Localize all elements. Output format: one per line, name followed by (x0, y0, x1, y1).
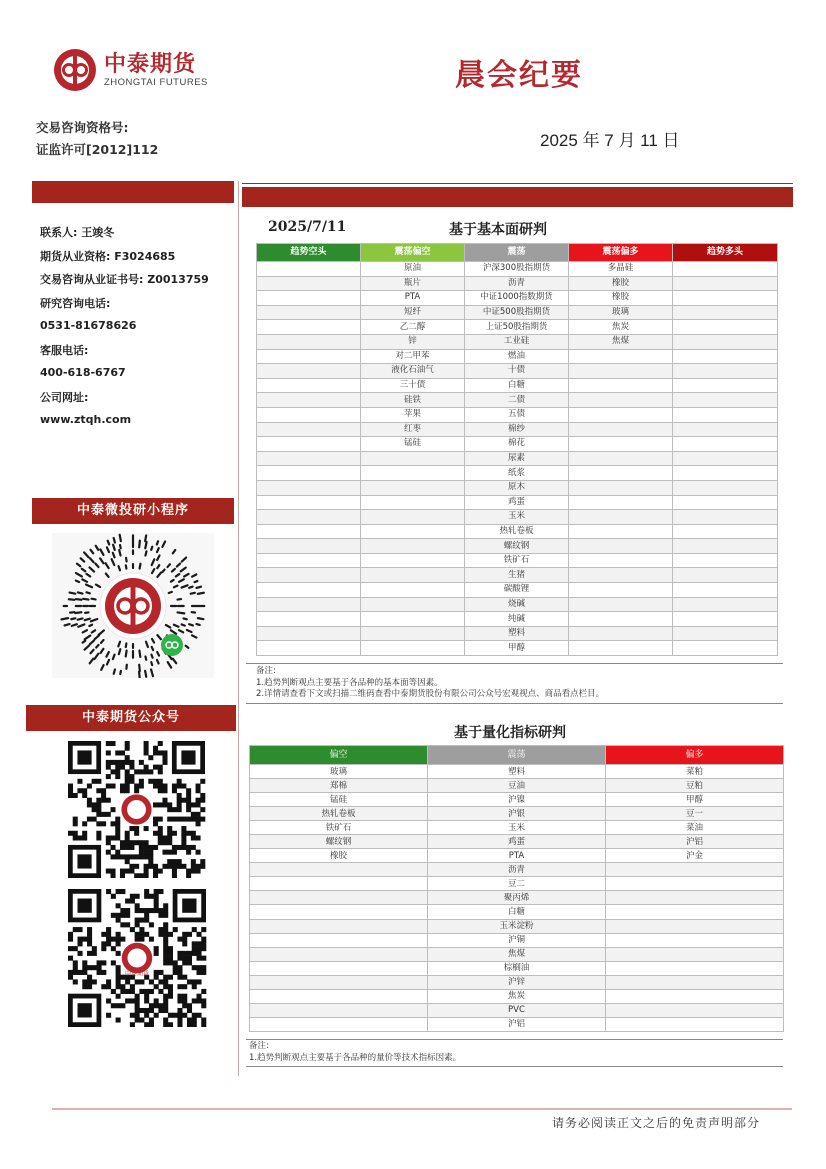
table-cell (673, 553, 778, 568)
table-cell: 原油 (361, 262, 465, 277)
table-cell: 焦炭 (569, 320, 673, 335)
table-cell (673, 568, 778, 583)
table-cell (673, 334, 778, 349)
table-cell: 菜油 (606, 821, 784, 835)
table-cell: 沪深300股指期货 (465, 262, 569, 277)
table-cell (257, 466, 361, 481)
table-row (250, 793, 784, 807)
table-cell (673, 539, 778, 554)
table-cell: 液化石油气 (361, 364, 465, 379)
table-cell (606, 919, 784, 933)
table-cell (673, 510, 778, 525)
table-cell: 白糖 (428, 905, 606, 919)
table-cell (569, 451, 673, 466)
table-cell: 沪银 (428, 807, 606, 821)
table-cell: 尿素 (465, 451, 569, 466)
table-cell (250, 891, 428, 905)
table-cell: 沪金 (606, 849, 784, 863)
table-cell (569, 641, 673, 656)
table-row (257, 349, 778, 364)
table-cell (606, 891, 784, 905)
table-cell: 烧碱 (465, 597, 569, 612)
table-cell (257, 437, 361, 452)
table-cell (257, 480, 361, 495)
table-row (250, 947, 784, 961)
table-cell (361, 583, 465, 598)
table-cell (257, 583, 361, 598)
table-cell (569, 407, 673, 422)
table-cell (361, 612, 465, 627)
table-cell: 玻璃 (569, 305, 673, 320)
service-phone-label: 客服电话: (40, 344, 89, 357)
column-divider (238, 181, 239, 1076)
table-cell (673, 451, 778, 466)
table-cell (673, 626, 778, 641)
table-cell (257, 378, 361, 393)
table-cell (569, 583, 673, 598)
table-cell (569, 568, 673, 583)
table-cell: 锰硅 (250, 793, 428, 807)
table-row (250, 807, 784, 821)
table-cell (361, 495, 465, 510)
logo-cn-text: 中泰期货 (104, 51, 197, 77)
table-cell (257, 407, 361, 422)
table-cell (257, 334, 361, 349)
footer-line (52, 1108, 792, 1110)
table-cell (361, 480, 465, 495)
table-cell: 红枣 (361, 422, 465, 437)
note-line: 1.趋势判断观点主要基于各品种的量价等技术指标因素。 (249, 1052, 462, 1063)
table-cell: PVC (428, 1003, 606, 1017)
table-row (257, 422, 778, 437)
table-row (257, 334, 778, 349)
table-cell: 纯碱 (465, 612, 569, 627)
table-cell: 乙二醇 (361, 320, 465, 335)
table-row (250, 975, 784, 989)
table-cell (361, 626, 465, 641)
table-cell: 生猪 (465, 568, 569, 583)
table-cell (361, 539, 465, 554)
column-header: 震荡 (428, 746, 606, 765)
table-row (257, 510, 778, 525)
table-cell: 螺纹钢 (250, 835, 428, 849)
table-cell (606, 989, 784, 1003)
table-row (257, 437, 778, 452)
table-cell: 焦煤 (428, 947, 606, 961)
table-row (250, 961, 784, 975)
table-cell: 橡胶 (250, 849, 428, 863)
table-cell (606, 961, 784, 975)
note-heading: 备注: (256, 666, 276, 676)
table-cell (361, 451, 465, 466)
logo-icon (52, 47, 98, 93)
column-header: 震荡偏空 (361, 244, 465, 262)
table-cell: 玉米 (465, 510, 569, 525)
table-row (257, 393, 778, 408)
table-cell (673, 393, 778, 408)
column-header: 趋势多头 (673, 244, 778, 262)
table-cell (673, 320, 778, 335)
table-cell: 短纤 (361, 305, 465, 320)
column-header: 趋势空头 (257, 244, 361, 262)
fundamental-bottom-divider (246, 703, 783, 704)
table-row (257, 612, 778, 627)
table-cell (569, 422, 673, 437)
quant-notes (249, 1041, 461, 1064)
table-cell (569, 612, 673, 627)
table-cell (257, 597, 361, 612)
table-cell (250, 863, 428, 877)
table-cell (673, 480, 778, 495)
table-cell (257, 553, 361, 568)
table-cell (673, 262, 778, 277)
table-row (250, 933, 784, 947)
table-cell: 橡胶 (569, 291, 673, 306)
table-cell (606, 975, 784, 989)
table-cell (257, 641, 361, 656)
table-cell (673, 612, 778, 627)
table-cell (361, 553, 465, 568)
table-cell: 甲醇 (465, 641, 569, 656)
table-row (250, 779, 784, 793)
table-cell (257, 262, 361, 277)
table-cell (250, 1017, 428, 1031)
table-row (250, 989, 784, 1003)
table-cell: 原木 (465, 480, 569, 495)
table-cell: 硅铁 (361, 393, 465, 408)
disclaimer-note: 请务必阅读正文之后的免责声明部分 (552, 1116, 761, 1130)
table-row (257, 320, 778, 335)
table-cell: 玻璃 (250, 765, 428, 779)
website-label: 公司网址: (40, 391, 89, 404)
table-cell: 锰硅 (361, 437, 465, 452)
table-cell (361, 466, 465, 481)
main-top-line (242, 183, 793, 184)
table-cell (606, 1017, 784, 1031)
table-cell (673, 349, 778, 364)
quant-title: 基于量化指标研判 (454, 725, 566, 741)
table-cell: 热轧卷板 (250, 807, 428, 821)
logo-en-text: ZHONGTAI FUTURES (104, 76, 208, 88)
fundamental-notes (256, 666, 604, 701)
table-cell (250, 961, 428, 975)
table-cell (673, 583, 778, 598)
table-cell (606, 1003, 784, 1017)
table-cell (569, 364, 673, 379)
miniprogram-code[interactable] (52, 533, 214, 678)
table-row (257, 466, 778, 481)
quant-note-divider (246, 1039, 783, 1040)
table-row (250, 905, 784, 919)
column-header: 震荡偏多 (569, 244, 673, 262)
table-cell (673, 305, 778, 320)
table-cell (673, 437, 778, 452)
table-cell (673, 495, 778, 510)
table-cell: 十债 (465, 364, 569, 379)
service-phone: 400-618-6767 (40, 366, 126, 379)
table-row (257, 495, 778, 510)
table-row (257, 626, 778, 641)
table-row (257, 553, 778, 568)
table-cell (673, 597, 778, 612)
table-row (250, 919, 784, 933)
main-top-bar (242, 187, 793, 207)
note-line: 2.详情请查看下文或扫描二维码查看中泰期货股份有限公司公众号宏观视点、商品看点栏目。 (256, 689, 605, 699)
table-cell: 豆二 (428, 877, 606, 891)
contact-person: 联系人: 王竣冬 (40, 226, 115, 239)
table-row (250, 821, 784, 835)
table-cell (569, 597, 673, 612)
table-cell (673, 641, 778, 656)
table-cell (250, 1003, 428, 1017)
table-cell (257, 495, 361, 510)
table-cell (257, 320, 361, 335)
table-cell (257, 510, 361, 525)
table-cell: 橡胶 (569, 276, 673, 291)
table-cell: 聚丙烯 (428, 891, 606, 905)
table-row (257, 364, 778, 379)
wechat-banner: 中泰期货公众号 (26, 705, 236, 731)
table-cell (250, 919, 428, 933)
table-cell (569, 553, 673, 568)
table-cell (673, 422, 778, 437)
table-cell (257, 612, 361, 627)
column-header: 偏多 (606, 746, 784, 765)
table-cell: 上证50股指期货 (465, 320, 569, 335)
table-cell (673, 466, 778, 481)
research-phone: 0531-81678626 (40, 319, 137, 332)
table-cell (257, 539, 361, 554)
table-row (257, 480, 778, 495)
table-cell (569, 378, 673, 393)
table-row (250, 1017, 784, 1031)
column-header: 偏空 (250, 746, 428, 765)
fundamental-note-divider (246, 663, 783, 664)
table-cell: 铁矿石 (250, 821, 428, 835)
fundamental-table (256, 243, 778, 656)
table-row (257, 583, 778, 598)
table-row (257, 641, 778, 656)
table-cell: 螺纹钢 (465, 539, 569, 554)
table-cell (250, 947, 428, 961)
table-cell: 菜粕 (606, 765, 784, 779)
table-cell (250, 989, 428, 1003)
table-cell: 三十债 (361, 378, 465, 393)
quant-bottom-divider (246, 1066, 783, 1067)
table-cell (673, 291, 778, 306)
table-cell: 苹果 (361, 407, 465, 422)
table-cell: 沥青 (428, 863, 606, 877)
table-cell (257, 364, 361, 379)
table-cell (361, 597, 465, 612)
table-cell: 棉花 (465, 437, 569, 452)
table-cell (569, 437, 673, 452)
website-link[interactable]: www.ztqh.com (40, 413, 132, 426)
table-row (250, 765, 784, 779)
table-cell (257, 349, 361, 364)
qualification-label: 交易咨询资格号: (36, 120, 129, 135)
table-cell (257, 451, 361, 466)
consulting-certificate: 交易咨询从业证书号: Z0013759 (40, 273, 209, 286)
table-row (257, 524, 778, 539)
table-cell: 沪铝 (606, 835, 784, 849)
table-cell (606, 905, 784, 919)
table-cell: 棉纱 (465, 422, 569, 437)
table-cell (673, 407, 778, 422)
table-cell (606, 877, 784, 891)
table-cell: 工业硅 (465, 334, 569, 349)
table-row (257, 597, 778, 612)
table-cell (361, 524, 465, 539)
note-heading: 备注: (249, 1041, 269, 1051)
table-row (257, 568, 778, 583)
table-cell: 焦炭 (428, 989, 606, 1003)
table-cell (569, 393, 673, 408)
table-cell: 塑料 (465, 626, 569, 641)
table-cell (673, 378, 778, 393)
report-date: 2025 年 7 月 11 日 (540, 131, 680, 150)
table-cell (361, 510, 465, 525)
table-cell (361, 568, 465, 583)
table-cell: 对二甲苯 (361, 349, 465, 364)
table-cell (257, 568, 361, 583)
table-cell (673, 364, 778, 379)
table-cell: 甲醇 (606, 793, 784, 807)
table-cell: 沪铝 (428, 1017, 606, 1031)
table-cell (257, 422, 361, 437)
table-row (257, 378, 778, 393)
app-qr-code[interactable] (68, 889, 207, 1027)
table-cell: PTA (361, 291, 465, 306)
research-phone-label: 研究咨询电话: (40, 297, 111, 310)
table-cell (257, 305, 361, 320)
table-cell: 塑料 (428, 765, 606, 779)
table-cell: 豆油 (428, 779, 606, 793)
table-row (257, 451, 778, 466)
table-row (257, 539, 778, 554)
table-cell: 棕榈油 (428, 961, 606, 975)
table-cell (606, 947, 784, 961)
table-cell: 中证1000指数期货 (465, 291, 569, 306)
table-row (250, 891, 784, 905)
table-cell (250, 877, 428, 891)
table-row (250, 877, 784, 891)
table-cell: PTA (428, 849, 606, 863)
table-cell: 铁矿石 (465, 553, 569, 568)
table-cell: 燃油 (465, 349, 569, 364)
table-row (250, 863, 784, 877)
table-row (250, 835, 784, 849)
table-cell: 白糖 (465, 378, 569, 393)
table-cell (569, 539, 673, 554)
table-cell (257, 524, 361, 539)
table-cell: 沥青 (465, 276, 569, 291)
wechat-qr-code[interactable] (68, 741, 207, 878)
table-cell: 豆一 (606, 807, 784, 821)
fundamental-date: 2025/7/11 (268, 219, 347, 235)
document-title: 晨会纪要 (455, 58, 583, 93)
table-cell: 纸浆 (465, 466, 569, 481)
table-cell (673, 524, 778, 539)
fundamental-title: 基于基本面研判 (449, 222, 547, 238)
table-cell (250, 975, 428, 989)
table-cell: 鸡蛋 (428, 835, 606, 849)
table-cell: 郑棉 (250, 779, 428, 793)
qr-logo-text: 中泰期货 (124, 970, 150, 978)
table-row (250, 1003, 784, 1017)
quant-table (249, 745, 784, 1032)
table-row (257, 262, 778, 277)
table-row (250, 849, 784, 863)
table-cell (606, 933, 784, 947)
table-cell: 沪锌 (428, 975, 606, 989)
table-cell (569, 510, 673, 525)
table-cell (257, 291, 361, 306)
table-cell: 多晶硅 (569, 262, 673, 277)
table-cell (569, 466, 673, 481)
table-cell: 玉米淀粉 (428, 919, 606, 933)
table-cell: 五债 (465, 407, 569, 422)
table-cell: 中证500股指期货 (465, 305, 569, 320)
table-cell (361, 641, 465, 656)
table-row (257, 407, 778, 422)
table-cell: 豆粕 (606, 779, 784, 793)
table-cell (569, 495, 673, 510)
table-cell: 鸡蛋 (465, 495, 569, 510)
table-cell (569, 349, 673, 364)
table-cell (257, 276, 361, 291)
table-cell (569, 480, 673, 495)
company-logo (52, 47, 242, 93)
table-row (257, 291, 778, 306)
table-cell: 锌 (361, 334, 465, 349)
table-row (257, 305, 778, 320)
note-line: 1.趋势判断观点主要基于各品种的基本面等因素。 (256, 677, 443, 688)
table-cell (250, 933, 428, 947)
table-cell (257, 393, 361, 408)
table-cell (606, 863, 784, 877)
table-cell (569, 626, 673, 641)
table-cell: 瓶片 (361, 276, 465, 291)
column-header: 震荡 (465, 244, 569, 262)
table-cell: 沪铜 (428, 933, 606, 947)
qualification-license: 证监许可[2012]112 (36, 142, 159, 157)
table-cell: 玉米 (428, 821, 606, 835)
sidebar-top-bar (32, 181, 234, 203)
table-row (257, 276, 778, 291)
miniprogram-banner: 中泰微投研小程序 (32, 498, 234, 524)
table-cell (569, 524, 673, 539)
table-cell: 二债 (465, 393, 569, 408)
table-cell (250, 905, 428, 919)
table-cell: 热轧卷板 (465, 524, 569, 539)
table-cell (257, 626, 361, 641)
futures-qualification: 期货从业资格: F3024685 (40, 250, 176, 263)
table-cell: 沪镍 (428, 793, 606, 807)
table-cell (673, 276, 778, 291)
table-cell: 焦煤 (569, 334, 673, 349)
table-cell: 碳酸锂 (465, 583, 569, 598)
